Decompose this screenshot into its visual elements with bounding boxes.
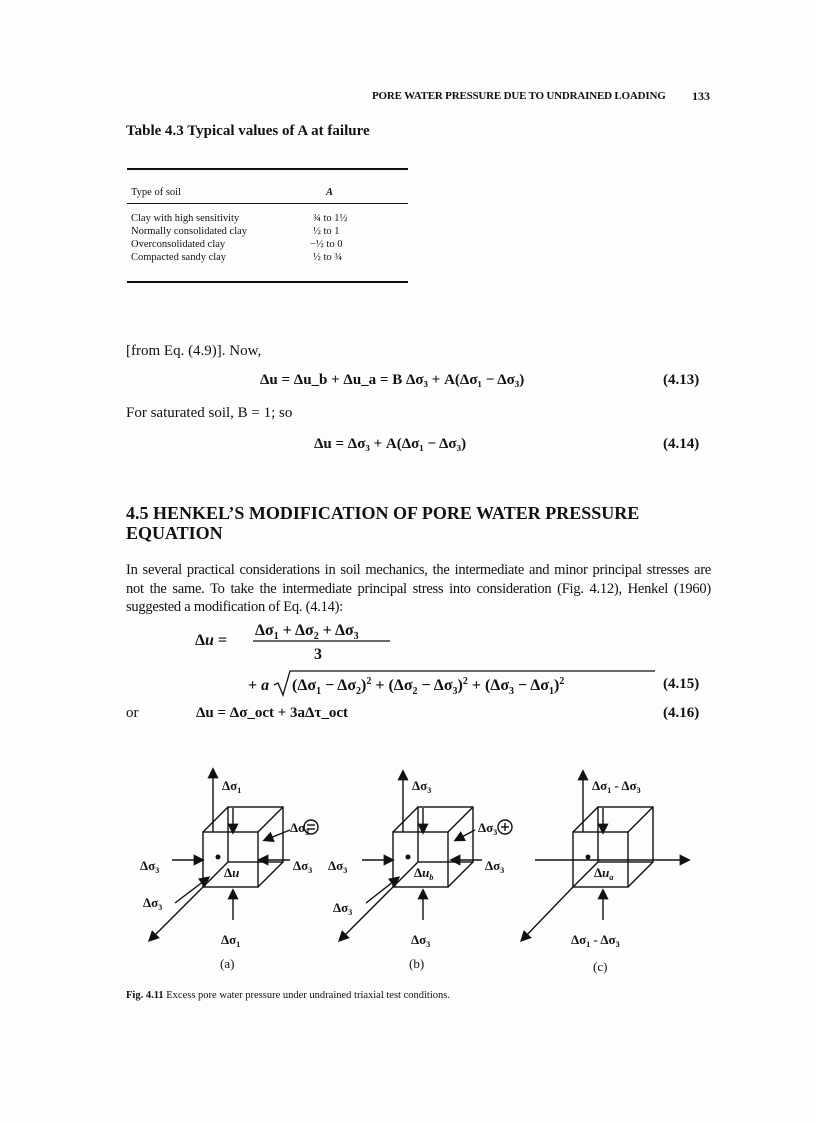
- table-cell: ½ to ¾: [313, 252, 343, 263]
- page-number: 133: [692, 89, 710, 103]
- table-mid-rule: [127, 203, 408, 204]
- svg-text:Δσ3: $\Delta\sigma_3$: [485, 858, 505, 875]
- svg-text:Δσ3: $\Delta\sigma_3$: [478, 820, 498, 837]
- table-header-a: A: [326, 187, 334, 198]
- table-cell: ¾ to 1½: [313, 213, 348, 224]
- cube-b: [340, 772, 482, 940]
- equation-4-13: Δu = Δu_b + Δu_a = B Δσ₃ + A(Δσ₁ − Δσ₃): [260, 372, 525, 388]
- equation-number-4-15: (4.15): [663, 676, 700, 692]
- svg-text:Δu: Δu: [224, 865, 240, 880]
- svg-text:Δσ3: $\Delta\sigma_3$: [411, 932, 431, 949]
- equation-number-4-13: (4.13): [663, 372, 700, 388]
- svg-text:Δσ3: $\Delta\sigma_3$: [333, 900, 353, 917]
- figure-caption: [126, 990, 450, 1001]
- table-cell: ½ to 1: [313, 226, 340, 237]
- table-cell: Compacted sandy clay: [131, 252, 227, 263]
- svg-text:Δσ1 - Δσ3: $\Delta\sigma_1 - \Delta\sigma_3$: [571, 932, 620, 949]
- equation-number-4-14: (4.14): [663, 436, 700, 452]
- equation-number-4-16: (4.16): [663, 705, 700, 721]
- svg-text:Δσ3: $\Delta\sigma_3$: [328, 858, 348, 875]
- table-header-soil: Type of soil: [131, 187, 182, 198]
- table-top-rule: [127, 168, 408, 170]
- table-title: Table 4.3 Typical values of A at failure: [126, 123, 370, 139]
- svg-text:Δua: $\Delta u_a$: [594, 865, 614, 882]
- svg-text:+ a: + a: [248, 677, 270, 694]
- cube-a: [150, 770, 290, 940]
- or-text: or: [126, 705, 139, 721]
- figure-4-11: [130, 760, 705, 975]
- equation-4-14: Δu = Δσ₃ + A(Δσ₁ − Δσ₃): [314, 436, 467, 452]
- cube-c: [522, 772, 688, 940]
- subfigure-label-a: (a): [220, 956, 235, 971]
- section-heading: 4.5 HENKEL’S MODIFICATION OF PORE WATER PRESSURE EQUATION: [126, 503, 640, 543]
- svg-text:Δσ1 - Δσ3: $\Delta\sigma_1 - \Delta\sigma_3$: [592, 778, 641, 795]
- svg-text:3: 3: [314, 646, 322, 663]
- svg-text:Δσ3: $\Delta\sigma_3$: [293, 858, 313, 875]
- svg-text:(Δσ1 − Δσ2)2 + (Δσ2 − Δσ3)2 +: $(\Delta\sigma_1 - \Delta\sigma_2)^2 + (\Delta\sigma_2 - \Delta\sigma_3)^2 + (\Delta\sigma_3 - \Delta\sigma_1)^2$: [292, 676, 565, 697]
- section-paragraph: In several practical considerations in soil mechanics, the intermediate and minor principal stresses are not the same. To take the intermediate principal stress into consideration (Fig. 4.12), Henkel (1960) suggested a modification of Eq. (4.14):: [126, 562, 711, 615]
- table-cell: Clay with high sensitivity: [131, 213, 240, 224]
- svg-text:Δσ3: $\Delta\sigma_3$: [143, 895, 163, 912]
- equation-4-16: Δu = Δσ_oct + 3aΔτ_oct: [196, 705, 349, 721]
- svg-text:Δσ1: $\Delta\sigma_1$: [221, 932, 241, 949]
- figure-caption-number: Fig. 4.11: [126, 990, 164, 1001]
- svg-text:Δσ1 + Δσ2 + Δσ3: $\Delta\sigma_1 + \Delta\sigma_2 + \Delta\sigma_3$: [255, 622, 359, 642]
- table-cell: Overconsolidated clay: [131, 239, 226, 250]
- svg-text:Δσ3: $\Delta\sigma_3$: [412, 778, 432, 795]
- from-eq-text: [from Eq. (4.9)]. Now,: [126, 343, 262, 359]
- table-cell: −½ to 0: [310, 239, 343, 250]
- svg-text:Δσ1: $\Delta\sigma_1$: [222, 778, 242, 795]
- svg-text:Δσ3: $\Delta\sigma_3$: [140, 858, 160, 875]
- svg-text:Δσ3: $\Delta\sigma_3$: [290, 820, 310, 837]
- figure-caption-text: Excess pore water pressure under undrained triaxial test conditions.: [166, 990, 450, 1001]
- equation-4-15: [190, 615, 660, 710]
- subfigure-label-c: (c): [593, 959, 608, 974]
- saturated-text: For saturated soil, B = 1; so: [126, 405, 293, 421]
- table-bottom-rule: [127, 281, 408, 283]
- svg-text:Δub: $\Delta u_b$: [414, 865, 434, 882]
- subfigure-label-b: (b): [409, 956, 425, 971]
- table-cell: Normally consolidated clay: [131, 226, 248, 237]
- svg-text:Δu =: Δu =: [195, 632, 228, 649]
- running-header: PORE WATER PRESSURE DUE TO UNDRAINED LOADING: [372, 90, 666, 102]
